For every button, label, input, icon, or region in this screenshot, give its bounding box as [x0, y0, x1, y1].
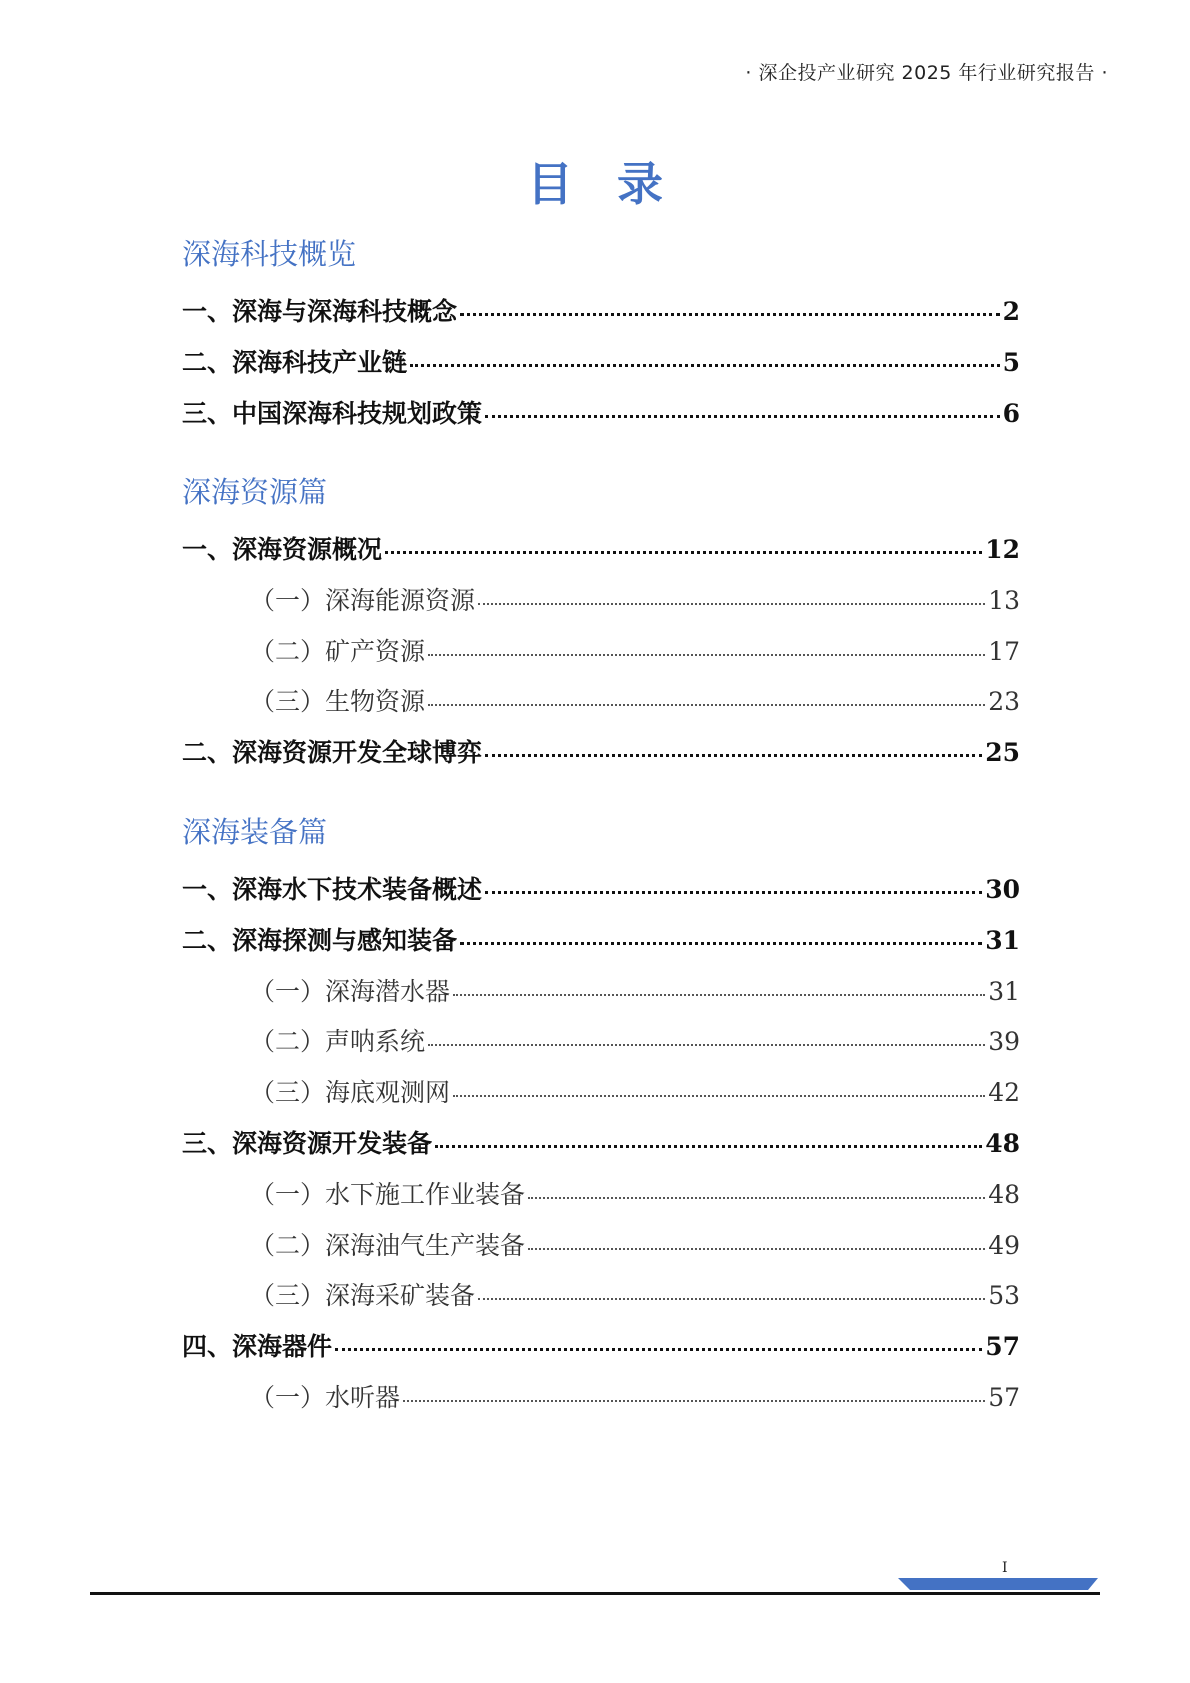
toc-page-number: 5 — [1002, 347, 1020, 377]
toc-entry[interactable] — [182, 394, 1020, 430]
toc-entry-label: 四、深海器件 — [182, 1332, 333, 1362]
toc-entry-label: （一）深海能源资源 — [250, 585, 476, 615]
toc-entry-label: （二）矿产资源 — [250, 636, 426, 666]
toc-page-number: 30 — [985, 875, 1020, 904]
toc-dot-leader — [335, 1348, 982, 1351]
toc-dot-leader — [485, 754, 982, 757]
toc-dot-leader — [403, 1400, 985, 1402]
toc-entry-label: （一）水听器 — [250, 1383, 401, 1412]
toc-page-number: 31 — [988, 976, 1020, 1006]
page-title: 目录 — [527, 157, 707, 211]
toc-entry-label: 一、深海与深海科技概念 — [182, 297, 458, 326]
toc-page-number: 2 — [1002, 297, 1020, 326]
toc-section-title: 深海装备篇 — [182, 815, 328, 849]
toc-subentry[interactable] — [182, 682, 1020, 718]
toc-entry-label: 二、深海科技产业链 — [182, 347, 408, 377]
toc-section-title: 深海资源篇 — [182, 475, 328, 509]
toc-subentry[interactable] — [182, 1175, 1020, 1211]
toc-page-number: 17 — [988, 636, 1020, 666]
toc-section-title: 深海科技概览 — [182, 237, 357, 271]
toc-entry-label: 三、中国深海科技规划政策 — [182, 398, 483, 428]
toc-entry[interactable] — [182, 733, 1020, 769]
toc-subentry[interactable] — [182, 1378, 1020, 1414]
toc-subentry[interactable] — [182, 1022, 1020, 1058]
toc-entry-label: （二）深海油气生产装备 — [250, 1230, 526, 1260]
toc-dot-leader — [428, 654, 985, 656]
toc-subentry[interactable] — [182, 581, 1020, 617]
toc-subentry[interactable] — [182, 1073, 1020, 1109]
toc-page-number: 57 — [988, 1383, 1020, 1412]
toc-page-number: 39 — [988, 1027, 1020, 1057]
toc-dot-leader — [453, 1095, 985, 1097]
toc-dot-leader — [485, 891, 982, 894]
toc-dot-leader — [435, 1145, 982, 1148]
toc-page-number: 23 — [988, 687, 1020, 717]
toc-page-number: 48 — [988, 1179, 1020, 1209]
toc-dot-leader — [460, 313, 1000, 316]
toc-subentry[interactable] — [182, 632, 1020, 668]
toc-dot-leader — [478, 603, 985, 605]
toc-page-number: 25 — [985, 738, 1020, 768]
toc-dot-leader — [453, 994, 985, 996]
toc-subentry[interactable] — [182, 972, 1020, 1008]
toc-entry-label: 二、深海探测与感知装备 — [182, 925, 458, 955]
toc-page-number: 57 — [985, 1332, 1020, 1362]
toc-dot-leader — [385, 551, 982, 554]
toc-entry-label: 一、深海资源概况 — [182, 535, 383, 564]
toc-entry-label: （一）水下施工作业装备 — [250, 1179, 526, 1209]
toc-dot-leader — [428, 1044, 985, 1046]
toc-dot-leader — [460, 942, 982, 945]
toc-entry-label: （二）声呐系统 — [250, 1027, 426, 1057]
page-number: I — [1002, 1560, 1008, 1576]
toc-page-number: 13 — [988, 585, 1020, 615]
toc-entry[interactable] — [182, 292, 1020, 328]
toc-subentry[interactable] — [182, 1276, 1020, 1312]
toc-page-number: 49 — [988, 1230, 1020, 1260]
footer-rule — [90, 1592, 1100, 1595]
toc-page-number: 48 — [985, 1129, 1020, 1158]
toc-entry-label: （一）深海潜水器 — [250, 976, 451, 1006]
toc-page-number: 31 — [985, 925, 1020, 955]
toc-entry-label: 三、深海资源开发装备 — [182, 1129, 433, 1158]
toc-dot-leader — [528, 1197, 985, 1199]
toc-page-number: 12 — [985, 535, 1020, 564]
toc-entry[interactable] — [182, 1327, 1020, 1363]
toc-dot-leader — [478, 1298, 985, 1300]
toc-page-number: 42 — [988, 1078, 1020, 1108]
toc-entry-label: 二、深海资源开发全球博弈 — [182, 738, 483, 768]
footer-accent-bar — [898, 1578, 1098, 1590]
toc-entry-label: （三）深海采矿装备 — [250, 1281, 476, 1311]
toc-entry[interactable] — [182, 343, 1020, 379]
toc-dot-leader — [428, 704, 985, 706]
toc-entry-label: 一、深海水下技术装备概述 — [182, 875, 483, 904]
toc-entry[interactable] — [182, 870, 1020, 906]
toc-dot-leader — [528, 1248, 985, 1250]
toc-page-number: 6 — [1002, 398, 1020, 428]
toc-entry-label: （三）海底观测网 — [250, 1078, 451, 1108]
toc-entry[interactable] — [182, 921, 1020, 957]
toc-dot-leader — [485, 415, 1000, 418]
toc-subentry[interactable] — [182, 1226, 1020, 1262]
toc-page-number: 53 — [988, 1281, 1020, 1311]
toc-entry-label: （三）生物资源 — [250, 687, 426, 717]
toc-entry[interactable] — [182, 1124, 1020, 1160]
toc-entry[interactable] — [182, 530, 1020, 566]
toc-dot-leader — [410, 364, 1000, 367]
running-header: · 深企投产业研究 2025 年行业研究报告 · — [745, 62, 1108, 84]
